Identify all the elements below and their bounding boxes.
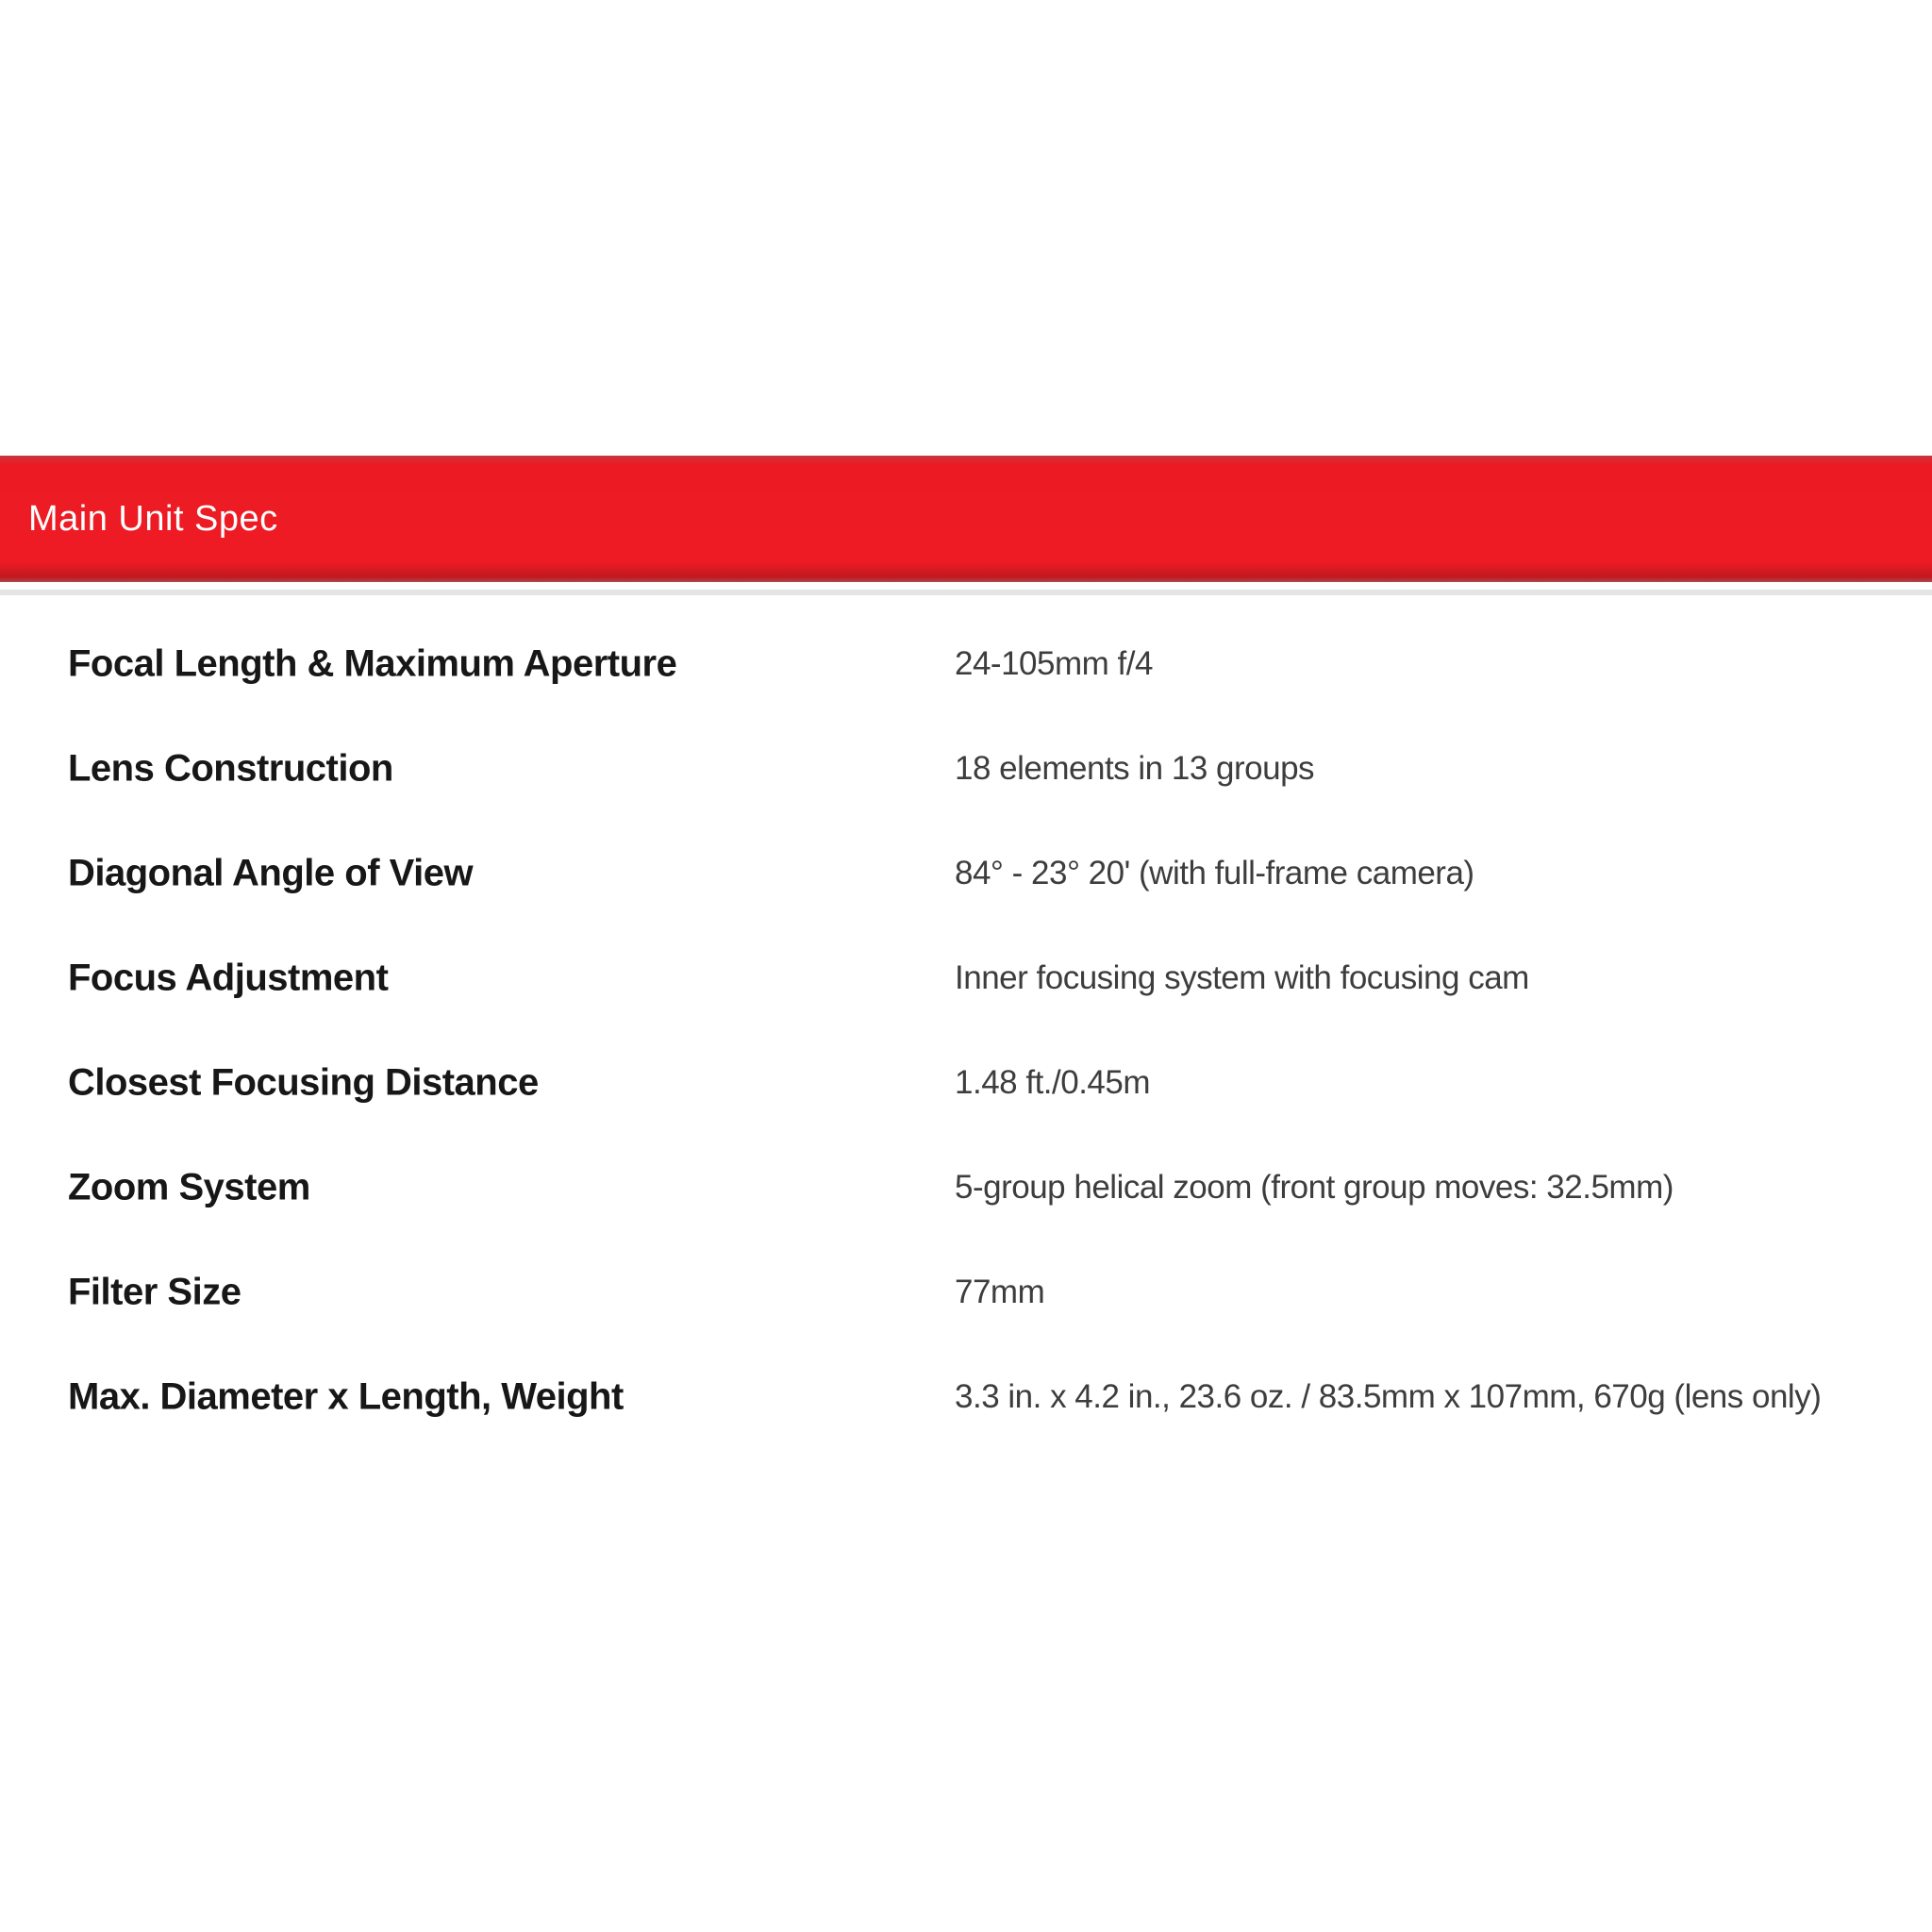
spec-label: Max. Diameter x Length, Weight [68, 1375, 624, 1417]
spec-value: 84° - 23° 20' (with full-frame camera) [955, 854, 1474, 891]
spec-row-filter-size [0, 1240, 1932, 1344]
header-divider [0, 590, 1932, 595]
spec-label: Diagonal Angle of View [68, 852, 474, 893]
spec-row-focus-adjustment [0, 925, 1932, 1030]
spec-value: 18 elements in 13 groups [955, 749, 1315, 787]
spec-row-diameter-length-weight [0, 1344, 1932, 1449]
spec-row-diagonal-angle [0, 821, 1932, 925]
spec-value: 77mm [955, 1273, 1045, 1310]
spec-label: Closest Focusing Distance [68, 1061, 539, 1103]
spec-label: Lens Construction [68, 747, 393, 789]
spec-section-title: Main Unit Spec [28, 498, 278, 539]
spec-section-header [0, 456, 1932, 582]
spec-label: Filter Size [68, 1271, 242, 1312]
spec-label: Zoom System [68, 1166, 310, 1208]
spec-value: Inner focusing system with focusing cam [955, 958, 1529, 996]
spec-row-lens-construction [0, 716, 1932, 821]
spec-value: 1.48 ft./0.45m [955, 1063, 1151, 1101]
spec-table [0, 611, 1932, 1449]
spec-row-closest-focusing-distance [0, 1030, 1932, 1135]
spec-label: Focus Adjustment [68, 957, 389, 998]
spec-row-zoom-system [0, 1135, 1932, 1240]
spec-value: 24-105mm f/4 [955, 644, 1153, 682]
spec-label: Focal Length & Maximum Aperture [68, 642, 677, 684]
spec-value: 3.3 in. x 4.2 in., 23.6 oz. / 83.5mm x 107mm, 670g (lens only) [955, 1377, 1822, 1415]
spec-row-focal-length [0, 611, 1932, 716]
spec-value: 5-group helical zoom (front group moves: 32.5mm) [955, 1168, 1674, 1206]
